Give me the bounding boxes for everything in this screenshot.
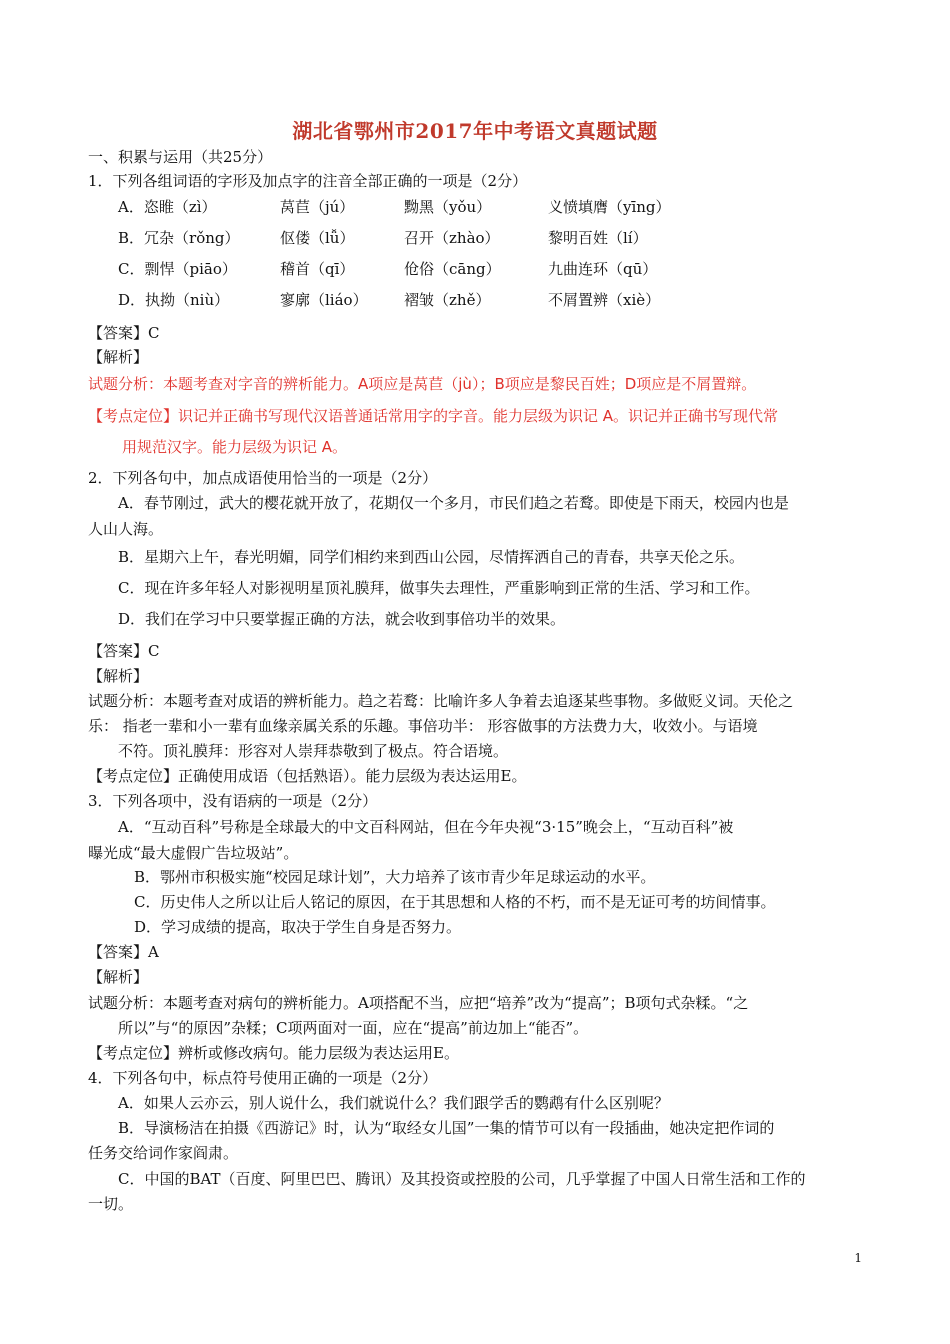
q3-option-d: D．学习成绩的提高，取决于学生自身是否努力。 [134,918,462,936]
q2-analysis-line1: 试题分析：本题考查对成语的辨析能力。趋之若鹜：比喻许多人争着去追逐某些事物。多做贬义词。天伦之 [88,692,794,710]
q1-c-2: 稽首（qī） [280,260,355,278]
q1-option-row-d [118,289,660,311]
q3-stem: 3．下列各项中，没有语病的一项是（2分） [88,792,378,810]
document-title: 湖北省鄂州市2017年中考语文真题试题 [292,119,658,143]
q1-c-4: 九曲连环（qū） [548,260,658,278]
q4-option-b-line1: B．导演杨洁在拍摄《西游记》时，认为“取经女儿国”一集的情节可以有一段插曲，她决定把作词的 [118,1119,775,1137]
q3-analysis-line2: 所以”与“的原因”杂糅；C项两面对一面，应在“提高”前边加上“能否”。 [118,1019,589,1037]
q1-d-4: 不屑置辨（xiè） [548,291,661,309]
q2-option-b: B．星期六上午，春光明媚，同学们相约来到西山公园，尽情挥洒自己的青春，共享天伦之乐。 [118,548,745,566]
q1-answer: 【答案】C [88,324,160,342]
q2-option-c: C．现在许多年轻人对影视明星顶礼膜拜，做事失去理性，严重影响到正常的生活、学习和工作。 [118,579,760,597]
q1-d-3: 褶皱（zhě） [404,291,491,309]
q2-option-a-line1: A．春节刚过，武大的樱花就开放了，花期仅一个多月，市民们趋之若鹜。即使是下雨天，校园内也是 [118,494,789,512]
q3-option-a-line1: A．“互动百科”号称是全球最大的中文百科网站，但在今年央视“3·15”晚会上，“互动百科”被 [118,818,734,836]
q1-analysis-label: 【解析】 [88,348,149,366]
q4-option-a: A．如果人云亦云，别人说什么，我们就说什么？我们跟学舌的鹦鹉有什么区别呢？ [118,1094,669,1112]
q1-a-3: 黝黑（yǒu） [404,198,492,216]
q1-point-line2: 用规范汉字。能力层级为识记 A。 [122,438,348,456]
q3-option-a-line2: 曝光成“最大虚假广告垃圾站”。 [88,844,299,862]
q1-a-4: 义愤填膺（yīng） [548,198,671,216]
q3-analysis-line1: 试题分析：本题考查对病句的辨析能力。A项搭配不当，应把“培养”改为“提高”；B项句式杂糅。“之 [88,994,749,1012]
q1-option-row-a [118,196,671,218]
q2-point: 【考点定位】正确使用成语（包括熟语）。能力层级为表达运用E。 [88,767,527,785]
page-number: 1 [854,1251,862,1265]
q1-option-row-b [118,227,648,249]
q1-analysis: 试题分析：本题考查对字音的辨析能力。A项应是莴苣（jù）；B项应是黎民百姓；D项应是不屑置辩。 [88,375,757,393]
q1-d-1: D．执拗（niù） [118,291,230,309]
q3-option-c: C．历史伟人之所以让后人铭记的原因，在于其思想和人格的不朽，而不是无证可考的坊间情事。 [134,893,776,911]
q2-analysis-line3: 不符。顶礼膜拜：形容对人崇拜恭敬到了极点。符合语境。 [118,742,509,760]
q2-option-d: D．我们在学习中只要掌握正确的方法，就会收到事倍功半的效果。 [118,610,566,628]
q1-c-1: C．剽悍（piāo） [118,260,237,278]
q1-a-1: A．恣睢（zì） [118,198,217,216]
q2-analysis-line2: 乐： 指老一辈和小一辈有血缘亲属关系的乐趣。事倍功半： 形容做事的方法费力大，收效小。与语境 [88,717,758,735]
q3-answer: 【答案】A [88,943,159,961]
q4-option-c-line2: 一切。 [88,1195,134,1213]
q3-point: 【考点定位】辨析或修改病句。能力层级为表达运用E。 [88,1044,459,1062]
q2-option-a-line2: 人山人海。 [88,520,164,538]
q1-stem: 1．下列各组词语的字形及加点字的注音全部正确的一项是（2分） [88,172,528,190]
q4-stem: 4．下列各句中，标点符号使用正确的一项是（2分） [88,1069,438,1087]
section-heading: 一、积累与运用（共25分） [88,148,273,166]
q1-a-2: 莴苣（jú） [280,198,355,216]
q3-option-b: B．鄂州市积极实施“校园足球计划”，大力培养了该市青少年足球运动的水平。 [134,868,656,886]
q1-option-row-c [118,258,657,280]
q1-d-2: 寥廓（liáo） [280,291,368,309]
q1-b-3: 召开（zhào） [404,229,500,247]
q4-option-b-line2: 任务交给词作家阎肃。 [88,1144,239,1162]
q1-c-3: 伧俗（cāng） [404,260,501,278]
q3-analysis-label: 【解析】 [88,968,149,986]
q2-answer: 【答案】C [88,642,160,660]
q1-b-2: 伛偻（lǚ） [280,229,355,247]
q2-analysis-label: 【解析】 [88,667,149,685]
q1-point-line1: 【考点定位】识记并正确书写现代汉语普通话常用字的字音。能力层级为识记 A。识记并正确书写现代常 [88,407,779,425]
q1-b-4: 黎明百姓（lí） [548,229,648,247]
q1-b-1: B．冗杂（rǒng） [118,229,240,247]
q4-option-c-line1: C．中国的BAT（百度、阿里巴巴、腾讯）及其投资或控股的公司，几乎掌握了中国人日常生活和工作的 [118,1170,806,1188]
q2-stem: 2．下列各句中，加点成语使用恰当的一项是（2分） [88,469,438,487]
